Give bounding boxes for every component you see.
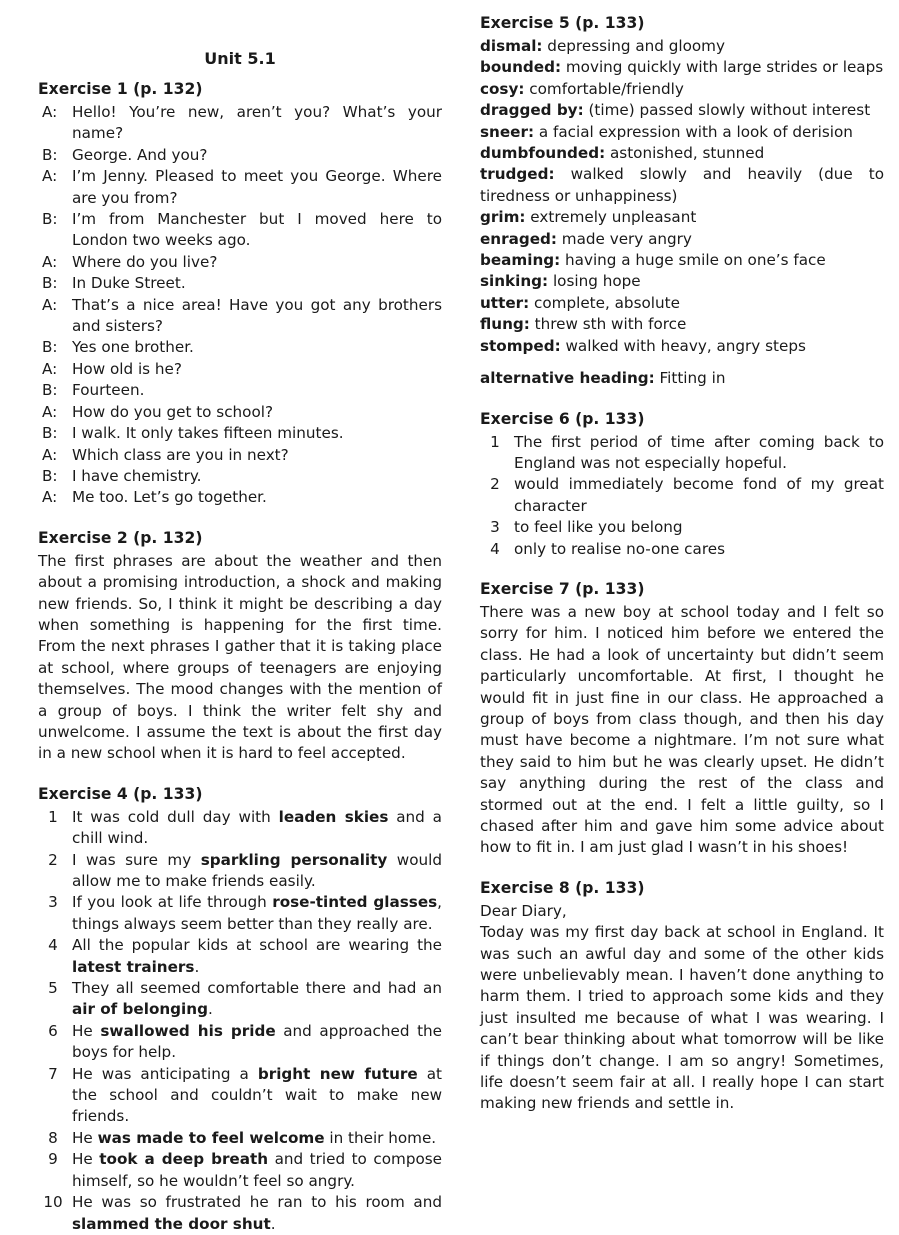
glossary-entry	[480, 36, 884, 57]
glossary-entry	[480, 122, 884, 143]
item-bold-phrase: slammed the door shut	[72, 1214, 271, 1233]
item-bold-phrase: was made to feel welcome	[97, 1128, 325, 1147]
list-item	[38, 892, 442, 935]
item-bold-phrase: rose-tinted glasses	[272, 893, 438, 912]
item-number: 6	[48, 1021, 58, 1040]
exercise-4-list	[38, 807, 442, 1235]
item-text	[72, 1149, 442, 1192]
dialogue-line	[38, 466, 442, 487]
item-bold-phrase: swallowed his pride	[100, 1021, 276, 1040]
glossary-entry	[480, 336, 884, 357]
dialogue-line	[38, 445, 442, 466]
glossary-definition: walked with heavy, angry steps	[560, 336, 806, 355]
glossary-definition: (time) passed slowly without interest	[583, 101, 871, 120]
speaker-label: A:	[42, 252, 58, 271]
glossary-term: enraged:	[480, 229, 557, 248]
glossary-definition: extremely unpleasant	[525, 208, 697, 227]
dialogue-text: I have chemistry.	[72, 466, 202, 485]
glossary-term: dragged by:	[480, 101, 584, 120]
item-bold-phrase: bright new future	[257, 1064, 418, 1083]
glossary-term: dismal:	[480, 37, 543, 55]
item-text	[72, 1064, 442, 1128]
dialogue-text: That’s a nice area! Have you got any brothers and sisters?	[72, 295, 442, 336]
exercise-1-heading: Exercise 1 (p. 132)	[38, 80, 203, 98]
exercise-7-heading: Exercise 7 (p. 133)	[480, 579, 645, 598]
dialogue-line	[38, 273, 442, 294]
glossary-term: bounded:	[480, 58, 562, 77]
item-text: would immediately become fond of my great character	[514, 475, 884, 515]
item-number: 1	[48, 807, 58, 826]
glossary-entry	[480, 207, 884, 228]
right-column	[480, 0, 884, 1115]
item-number: 5	[48, 979, 58, 998]
list-item	[480, 517, 884, 538]
exercise-6	[480, 406, 884, 560]
item-number: 7	[48, 1064, 58, 1083]
dialogue-line	[38, 102, 442, 145]
item-bold-phrase: latest trainers	[72, 957, 195, 976]
dialogue-line	[38, 295, 442, 338]
glossary-entry	[480, 229, 884, 250]
glossary-term: beaming:	[480, 251, 561, 270]
dialogue-text: I’m from Manchester but I moved here to London two weeks ago.	[72, 210, 442, 250]
glossary-term: grim:	[480, 208, 526, 227]
exercise-8	[480, 875, 884, 1115]
dialogue-text: In Duke Street.	[72, 274, 186, 293]
dialogue-text: Where do you live?	[72, 252, 218, 271]
glossary-term: trudged:	[480, 165, 555, 184]
item-text	[72, 850, 442, 893]
item-text	[72, 1021, 442, 1064]
glossary-entry	[480, 271, 884, 292]
speaker-label: A:	[42, 402, 58, 421]
alternative-heading-value: Fitting in	[654, 369, 726, 388]
exercise-5-heading: Exercise 5 (p. 133)	[480, 14, 645, 32]
glossary-entry	[480, 143, 884, 164]
list-item	[38, 807, 442, 850]
item-text	[72, 1128, 442, 1149]
list-item	[38, 1128, 442, 1149]
exercise-2	[38, 525, 442, 765]
dialogue-text: Fourteen.	[72, 381, 145, 400]
speaker-label: B:	[42, 274, 58, 293]
item-number: 3	[490, 518, 500, 537]
item-text-before: He was so frustrated he ran to his room and	[72, 1193, 442, 1212]
exercise-8-text: Today was my first day back at school in England. It was such an awful day and some of the other kids were unbelievably mean. I haven’t done anything to harm them. I tried to approach some kids and they just insulted me because of what I was wearing. I can’t bear thinking about what tomorrow will be like if things don’t change. I am so angry! Sometimes, life doesn’t seem fair at all. I really hope I can start making new friends and settle in.	[480, 923, 884, 1113]
item-text-before: He	[72, 1021, 101, 1040]
speaker-label: A:	[42, 103, 58, 121]
speaker-label: A:	[42, 488, 58, 507]
item-text: The first period of time after coming back to England was not especially hopeful.	[514, 432, 884, 472]
item-text	[72, 935, 442, 978]
dialogue-line	[38, 402, 442, 423]
glossary-term: sneer:	[480, 122, 535, 141]
item-number: 3	[48, 893, 58, 912]
item-text-after: and a chill wind.	[72, 807, 442, 848]
dialogue-text: How old is he?	[72, 359, 182, 378]
unit-title: Unit 5.1	[204, 49, 276, 68]
list-item	[38, 935, 442, 978]
dialogue-text: I’m Jenny. Pleased to meet you George. Where are you from?	[72, 167, 442, 207]
glossary-definition: comfortable/friendly	[524, 79, 684, 98]
glossary-definition: complete, absolute	[529, 293, 680, 312]
item-text-before: They all seemed comfortable there and had an	[72, 979, 442, 998]
glossary-definition: depressing and gloomy	[542, 37, 725, 55]
item-number: 4	[490, 539, 500, 558]
list-item	[38, 1064, 442, 1128]
exercise-5	[480, 10, 884, 390]
item-number: 10	[43, 1193, 63, 1212]
glossary-entry	[480, 79, 884, 100]
dialogue-text: I walk. It only takes fifteen minutes.	[72, 424, 344, 443]
glossary-entry	[480, 100, 884, 121]
glossary-definition: walked slowly and heavily (due to tiredness or unhappiness)	[480, 165, 884, 205]
speaker-label: B:	[42, 210, 58, 229]
exercise-4-heading: Exercise 4 (p. 133)	[38, 784, 203, 803]
item-text-after: would allow me to make friends easily.	[72, 850, 442, 890]
dialogue-line	[38, 166, 442, 209]
item-bold-phrase: air of belonging	[72, 1000, 208, 1019]
diary-salutation: Dear Diary,	[480, 901, 567, 920]
glossary-term: sinking:	[480, 272, 549, 291]
item-bold-phrase: sparkling personality	[200, 850, 388, 869]
exercise-7	[480, 576, 884, 859]
item-text-after: , things always seem better than they really are.	[72, 893, 442, 933]
item-text	[72, 1192, 442, 1235]
list-item	[38, 978, 442, 1021]
speaker-label: B:	[42, 338, 58, 357]
speaker-label: A:	[42, 167, 58, 186]
dialogue-line	[38, 145, 442, 166]
glossary-definition: threw sth with force	[529, 315, 687, 334]
list-item	[38, 1021, 442, 1064]
item-text-after: in their home.	[324, 1128, 437, 1147]
dialogue-line	[38, 487, 442, 508]
item-text-after: and approached the boys for help.	[72, 1021, 442, 1062]
dialogue-text: How do you get to school?	[72, 402, 274, 421]
exercise-8-heading: Exercise 8 (p. 133)	[480, 878, 645, 897]
speaker-label: A:	[42, 445, 58, 464]
dialogue-text: Hello! You’re new, aren’t you? What’s your name?	[72, 103, 442, 143]
item-text-before: If you look at life through	[72, 893, 273, 912]
alternative-heading	[480, 368, 884, 389]
list-item	[38, 1192, 442, 1235]
list-item	[480, 539, 884, 560]
glossary-definition: astonished, stunned	[605, 144, 765, 163]
dialogue-line	[38, 337, 442, 358]
item-text-before: I was sure my	[72, 850, 201, 869]
item-number: 4	[48, 936, 58, 955]
item-number: 2	[490, 475, 500, 494]
exercise-7-text: There was a new boy at school today and I felt so sorry for him. I noticed him before we entered the class. He had a look of uncertainty but didn’t seem particularly uncomfortable. At first, I thought he would fit in just fine in our class. He approached a group of boys from class though, and then his day must have become a nightmare. I’m not sure what they said to him but he was clearly upset. He didn’t say anything during the rest of the class and stormed out at the end. I felt a little guilty, so I chased after him and gave him some advice about how to fit in. I am just glad I wasn’t in his shoes!	[480, 602, 884, 857]
list-item	[38, 1149, 442, 1192]
speaker-label: A:	[42, 295, 58, 314]
item-number: 2	[48, 850, 58, 869]
item-text-after: .	[270, 1214, 276, 1233]
item-text-before: He was anticipating a	[72, 1064, 258, 1083]
dialogue	[38, 102, 442, 509]
dialogue-text: George. And you?	[72, 145, 208, 164]
item-bold-phrase: leaden skies	[278, 807, 389, 826]
glossary-definition: moving quickly with large strides or leaps	[561, 58, 884, 77]
glossary-term: stomped:	[480, 336, 561, 355]
speaker-label: B:	[42, 145, 58, 164]
item-text	[72, 978, 442, 1021]
dialogue-line	[38, 359, 442, 380]
list-item	[38, 850, 442, 893]
item-text-after: and tried to compose himself, so he wouldn’t feel so angry.	[72, 1150, 443, 1190]
glossary-entry	[480, 293, 884, 314]
glossary-term: flung:	[480, 315, 530, 334]
dialogue-line	[38, 380, 442, 401]
item-number: 1	[490, 432, 500, 451]
speaker-label: A:	[42, 359, 58, 378]
dialogue-line	[38, 252, 442, 273]
item-text-after: .	[194, 957, 200, 976]
exercise-2-heading: Exercise 2 (p. 132)	[38, 528, 203, 547]
glossary-term: cosy:	[480, 79, 525, 98]
item-text: only to realise no-one cares	[514, 539, 725, 558]
dialogue-text: Me too. Let’s go together.	[72, 488, 267, 507]
glossary-entry	[480, 250, 884, 271]
item-text-after: .	[207, 1000, 213, 1019]
glossary-definition: losing hope	[548, 272, 641, 291]
item-text-before: All the popular kids at school are wearing the	[72, 936, 442, 955]
item-text-after: at the school and couldn’t wait to make new friends.	[72, 1064, 442, 1126]
dialogue-text: Yes one brother.	[72, 338, 194, 357]
item-text: to feel like you belong	[514, 518, 683, 537]
glossary-entry	[480, 314, 884, 335]
glossary-definition: having a huge smile on one’s face	[560, 251, 826, 270]
glossary-term: utter:	[480, 293, 530, 312]
item-number: 8	[48, 1128, 58, 1147]
speaker-label: B:	[42, 466, 58, 485]
glossary-entry	[480, 164, 884, 207]
left-column	[38, 0, 442, 1235]
exercise-6-list	[480, 432, 884, 560]
glossary-definition: a facial expression with a look of derision	[534, 122, 853, 141]
glossary-definition: made very angry	[556, 229, 692, 248]
dialogue-text: Which class are you in next?	[72, 445, 289, 464]
speaker-label: B:	[42, 381, 58, 400]
glossary	[480, 36, 884, 357]
dialogue-line	[38, 209, 442, 252]
item-text	[72, 892, 442, 935]
exercise-4	[38, 781, 442, 1235]
exercise-2-text: The first phrases are about the weather and then about a promising introduction, a shock and making new friends. So, I think it might be describing a day when something is happening for the first time. From the next phrases I gather that it is taking place at school, where groups of teenagers are enjoying themselves. The mood changes with the mention of a group of boys. I think the writer felt shy and unwelcome. I assume the text is about the first day in a new school when it is hard to feel accepted.	[38, 551, 442, 763]
exercise-1	[38, 76, 442, 509]
item-text-before: It was cold dull day with	[72, 807, 279, 826]
item-text-before: He	[72, 1128, 98, 1147]
item-number: 9	[48, 1150, 58, 1169]
list-item	[480, 432, 884, 475]
list-item	[480, 474, 884, 517]
item-text-before: He	[72, 1150, 100, 1169]
item-text	[72, 807, 442, 850]
glossary-entry	[480, 57, 884, 78]
alternative-heading-term: alternative heading:	[480, 369, 655, 388]
glossary-term: dumbfounded:	[480, 144, 606, 163]
exercise-6-heading: Exercise 6 (p. 133)	[480, 409, 645, 428]
dialogue-line	[38, 423, 442, 444]
speaker-label: B:	[42, 424, 58, 443]
item-bold-phrase: took a deep breath	[99, 1150, 269, 1169]
